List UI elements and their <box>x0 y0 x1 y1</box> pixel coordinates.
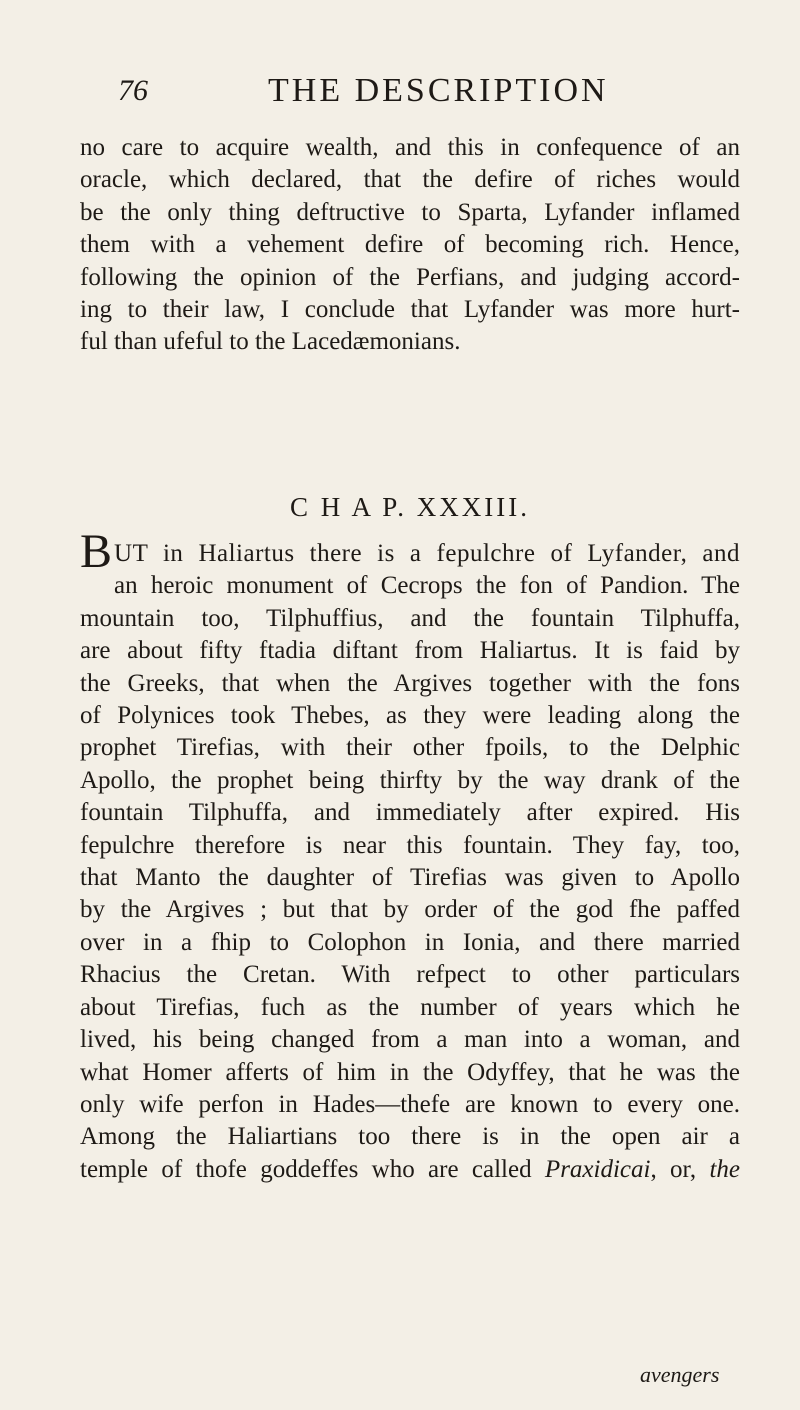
text-line: fepulchre therefore is near this fountain. They fay, too, <box>80 831 740 859</box>
catchword: avengers <box>640 1362 720 1387</box>
text-line: mountain too, Tilphuffius, and the fountain Tilphuffa, <box>80 604 740 632</box>
page-number: 76 <box>118 74 148 107</box>
text-line: of Polynices took Thebes, as they were leading along the <box>80 702 740 730</box>
chapter-body <box>80 525 740 1186</box>
text-line: fountain Tilphuffa, and immediately after expired. His <box>80 799 740 827</box>
last-line-start: temple of thofe goddeffes who are called <box>80 1155 545 1183</box>
praxidicai-term: Praxidicai <box>544 1155 651 1183</box>
last-line-italic-end: the <box>709 1155 740 1183</box>
text-line: lived, his being changed from a man into a woman, and <box>80 1026 740 1054</box>
chapter-heading: C H A P. XXXIII. <box>289 492 531 522</box>
text-line: oracle, which declared, that the defire of riches would <box>80 166 740 194</box>
running-head: THE DESCRIPTION <box>268 72 609 109</box>
first-line-text: UT in Haliartus there is a fepulchre of Lyfander, and <box>114 540 740 567</box>
text-line: them with a vehement defire of becoming rich. Hence, <box>80 231 740 259</box>
page-header <box>118 70 738 120</box>
text-line: be the only thing deftructive to Sparta, Lyfander inflamed <box>80 198 740 226</box>
text-line: over in a fhip to Colophon in Ionia, and there married <box>80 928 740 956</box>
text-line: Rhacius the Cretan. With refpect to other particulars <box>80 961 740 989</box>
text-line: Among the Haliartians too there is in the open air a <box>80 1123 740 1151</box>
text-line: ful than ufeful to the Lacedæmonians. <box>80 328 461 356</box>
text-line: the Greeks, that when the Argives together with the fons <box>80 669 740 697</box>
text-line: are about fifty ftadia diftant from Haliartus. It is faid by <box>80 637 740 665</box>
text-line: following the opinion of the Perfians, and judging accord- <box>80 263 740 291</box>
text-line: what Homer afferts of him in the Odyffey, that he was the <box>80 1058 740 1086</box>
text-line: by the Argives ; but that by order of the god fhe paffed <box>80 896 740 924</box>
text-line: an heroic monument of Cecrops the fon of Pandion. The <box>114 572 740 600</box>
first-line <box>80 525 740 578</box>
text-line: ing to their law, I conclude that Lyfander was more hurt- <box>80 296 740 324</box>
last-line <box>80 1154 740 1186</box>
last-line-mid: , or, <box>650 1155 710 1183</box>
text-line: Apollo, the prophet being thirfty by the way drank of the <box>80 766 740 794</box>
drop-cap: B <box>80 525 113 578</box>
text-line: no care to acquire wealth, and this in confequence of an <box>80 134 740 161</box>
text-line: that Manto the daughter of Tirefias was given to Apollo <box>80 864 740 892</box>
text-line: about Tirefias, fuch as the number of years which he <box>80 993 740 1021</box>
top-paragraph <box>80 132 740 359</box>
text-line: prophet Tirefias, with their other fpoils, to the Delphic <box>80 734 740 762</box>
text-line: only wife perfon in Hades—thefe are known to every one. <box>80 1090 740 1118</box>
